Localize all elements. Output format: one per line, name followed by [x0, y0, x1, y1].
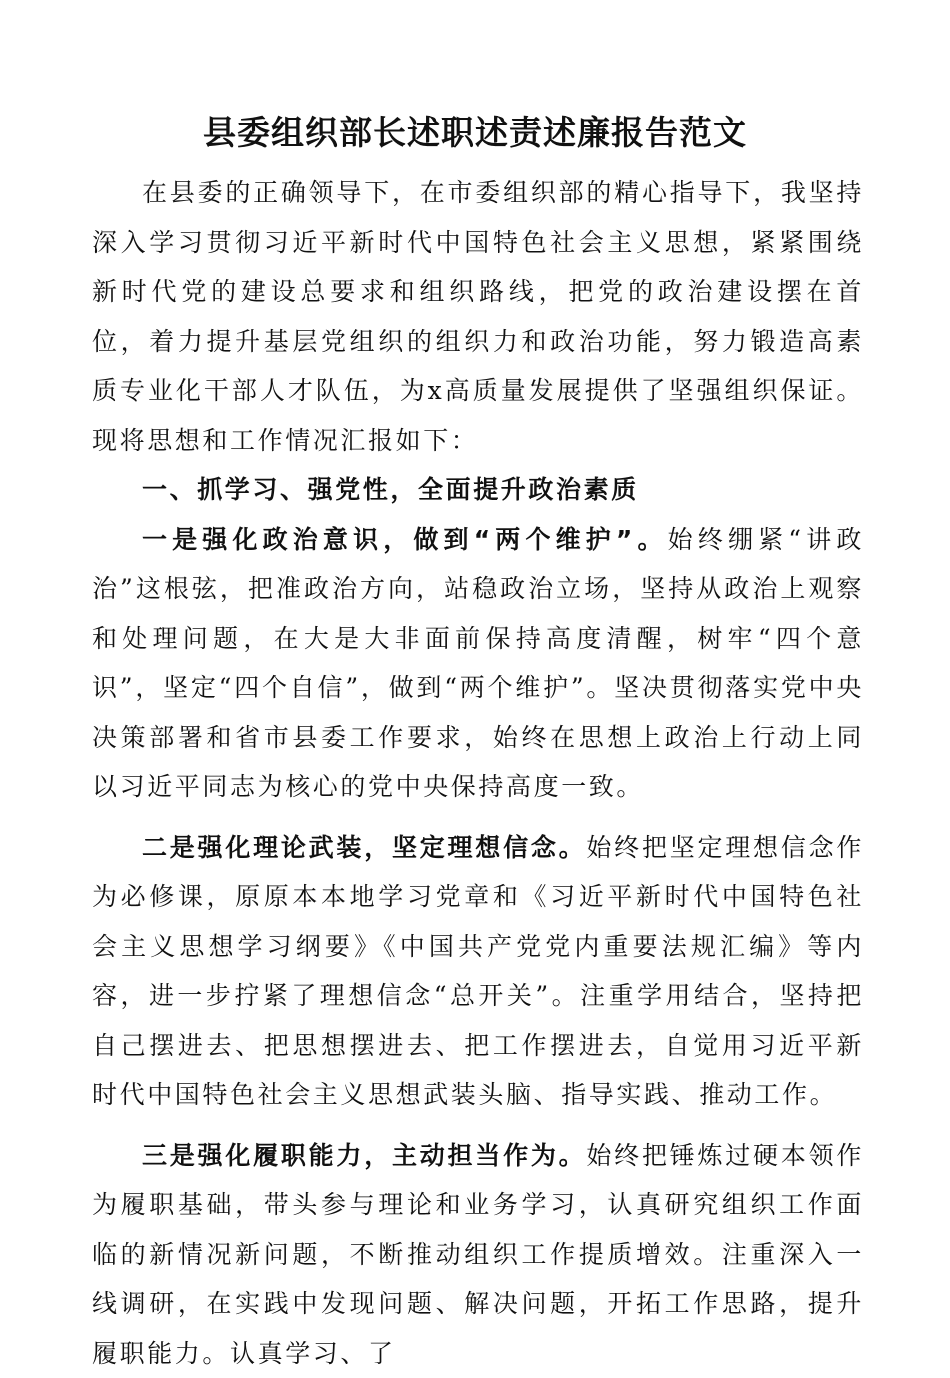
item-paragraph-1 — [92, 515, 864, 812]
item-paragraph-3 — [92, 1131, 864, 1378]
intro-paragraph: 在县委的正确领导下，在市委组织部的精心指导下，我坚持深入学习贯彻习近平新时代中国特色社会主义思想，紧紧围绕新时代党的建设总要求和组织路线，把党的政治建设摆在首位，着力提升基层党组织的组织力和政治功能，努力锻造高素质专业化干部人才队伍，为x高质量发展提供了坚强组织保证。现将思想和工作情况汇报如下： — [92, 168, 864, 465]
document-body — [92, 168, 864, 1378]
item-lead-2: 二是强化理论武装，坚定理想信念。 — [142, 833, 586, 862]
item-text-1: 始终绷紧“讲政治”这根弦，把准政治方向，站稳政治立场，坚持从政治上观察和处理问题，在大是大非面前保持高度清醒，树牢“四个意识”，坚定“四个自信”，做到“两个维护”。坚决贯彻落实党中央决策部署和省市县委工作要求，始终在思想上政治上行动上同以习近平同志为核心的党中央保持高度一致。 — [92, 525, 864, 802]
section-heading: 一、抓学习、强党性，全面提升政治素质 — [92, 465, 864, 515]
document-title: 县委组织部长述职述责述廉报告范文 — [0, 108, 950, 158]
item-paragraph-2 — [92, 823, 864, 1120]
item-text-3: 始终把锤炼过硬本领作为履职基础，带头参与理论和业务学习，认真研究组织工作面临的新情况新问题，不断推动组织工作提质增效。注重深入一线调研，在实践中发现问题、解决问题，开拓工作思路，提升履职能力。认真学习、了 — [92, 1141, 864, 1368]
item-lead-3: 三是强化履职能力，主动担当作为。 — [142, 1141, 586, 1170]
item-lead-1: 一是强化政治意识，做到“两个维护”。 — [142, 525, 668, 554]
item-text-2: 始终把坚定理想信念作为必修课，原原本本地学习党章和《习近平新时代中国特色社会主义思想学习纲要》《中国共产党党内重要法规汇编》等内容，进一步拧紧了理想信念“总开关”。注重学用结合，坚持把自己摆进去、把思想摆进去、把工作摆进去，自觉用习近平新时代中国特色社会主义思想武装头脑、指导实践、推动工作。 — [92, 833, 864, 1110]
